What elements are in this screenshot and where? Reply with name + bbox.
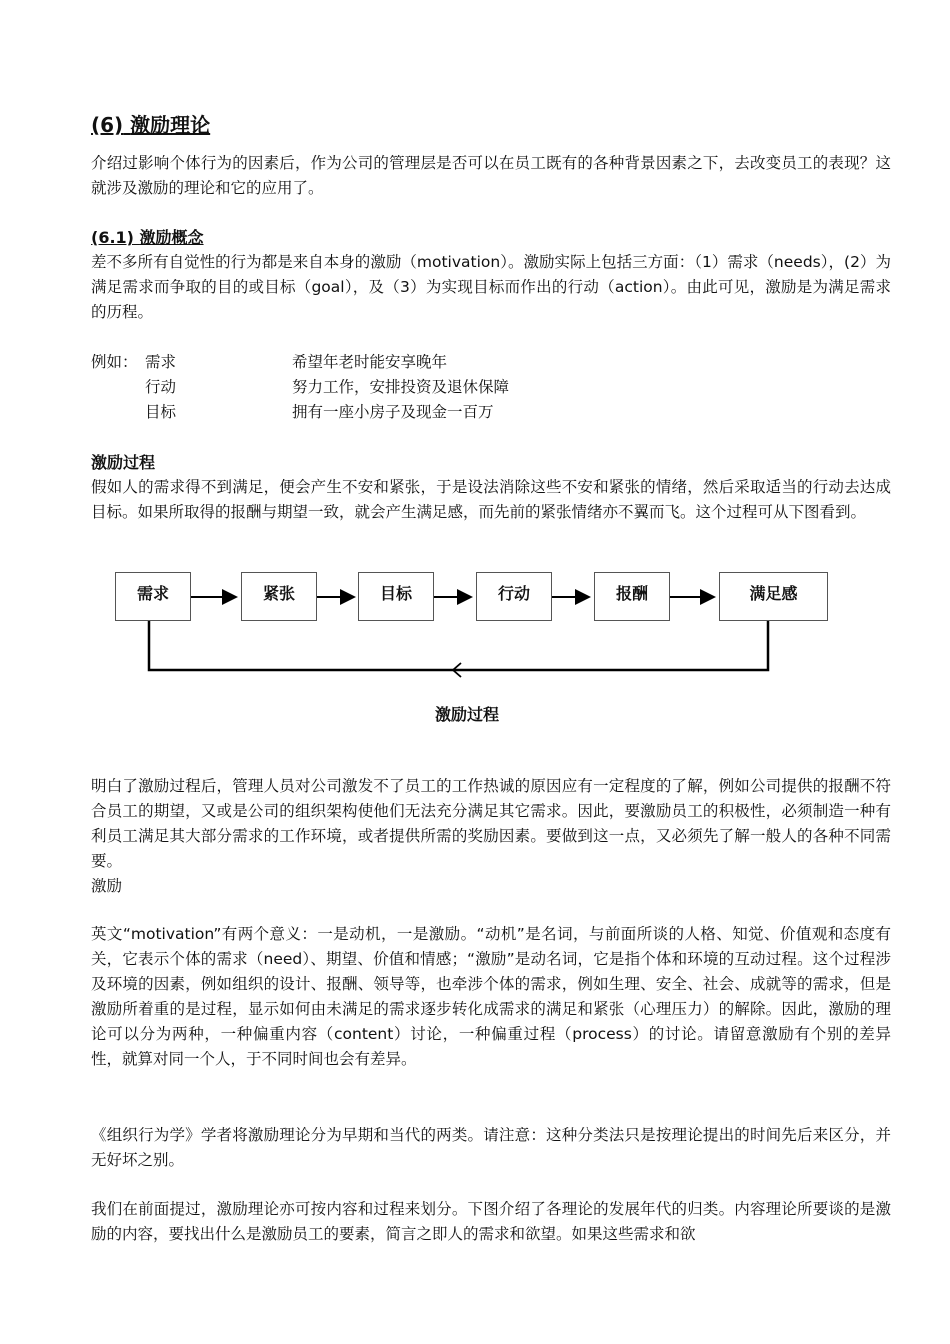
process-paragraph: 假如人的需求得不到满足，便会产生不安和紧张，于是设法消除这些不安和紧张的情绪，然后采取适当的行动去达成目标。如果所取得的报酬与期望一致，就会产生满足感，而先前的紧张情绪亦不翼而飞。这个过程可从下图看到。 xyxy=(91,478,891,521)
heading-title: 激励理论 xyxy=(130,113,211,137)
understanding-paragraph: 明白了激励过程后，管理人员对公司激发不了员工的工作热诚的原因应有一定程度的了解，例如公司提供的报酬不符合员工的期望，又或是公司的组织架构使他们无法充分满足其它需求。因此，要激励员工的积极性，必须制造一种有利员工满足其大部分需求的工作环境，或者提供所需的奖励因素。要做到这一点，又必须先了解一般人的各种不同需要。 xyxy=(91,777,891,870)
subsection-title: 激励概念 xyxy=(139,228,204,247)
process-heading: 激励过程 xyxy=(91,453,156,472)
subsection-number: (6.1) xyxy=(91,228,134,247)
example-desc-1: 希望年老时能安享晚年 xyxy=(292,353,448,371)
intro-paragraph: 介绍过影响个体行为的因素后，作为公司的管理层是否可以在员工既有的各种背景因素之下，去改变员工的表现？这就涉及激励的理论和它的应用了。 xyxy=(91,154,891,197)
diagram-box-goal: 目标 xyxy=(358,572,434,621)
motivation-meaning-paragraph: 英文“motivation”有两个意义：一是动机，一是激励。“动机”是名词，与前面所谈的人格、知觉、价值观和态度有关，它表示个体的需求（need）、期望、价值和情感；“激励”是动名词，它是指个体和环境的互动过程。这个过程涉及环境的因素，例如组织的设计、报酬、领导等，也牵涉个体的需求，例如生理、安全、社会、成就等的需求，但是激励所着重的是过程，显示如何由未满足的需求逐步转化成需求的满足和紧张（心理压力）的解除。因此，激励的理论可以分为两种，一种偏重内容（content）讨论，一种偏重过程（process）的讨论。请留意激励有个别的差异性，就算对同一个人，于不同时间也会有差异。 xyxy=(91,925,891,1068)
feedback-loop xyxy=(149,621,768,670)
diagram-box-reward: 报酬 xyxy=(594,572,670,621)
example-desc-3: 拥有一座小房子及现金一百万 xyxy=(292,403,494,421)
example-desc-2: 努力工作，安排投资及退休保障 xyxy=(292,378,510,396)
diagram-box-satisfaction: 满足感 xyxy=(719,572,828,621)
diagram-caption: 激励过程 xyxy=(434,705,499,724)
heading-number: (6) xyxy=(91,113,124,137)
concept-paragraph: 差不多所有自觉性的行为都是来自本身的激励（motivation）。激励实际上包括三方面：（1）需求（needs），(2）为满足需求而争取的目的或目标（goal），及（3）为实现目标而作出的行动（action）。由此可见，激励是为满足需求的历程。 xyxy=(91,253,891,321)
label-jili: 激励 xyxy=(91,877,123,895)
org-behavior-paragraph: 《组织行为学》学者将激励理论分为早期和当代的两类。请注意：这种分类法只是按理论提出的时间先后来区分，并无好坏之别。 xyxy=(91,1126,891,1169)
example-term-2: 行动 xyxy=(145,378,177,396)
example-term-1: 需求 xyxy=(145,353,177,371)
diagram-box-needs: 需求 xyxy=(115,572,191,621)
example-term-3: 目标 xyxy=(145,403,177,421)
example-prefix: 例如： xyxy=(91,353,138,371)
diagram-box-tension: 紧张 xyxy=(241,572,317,621)
content-theory-paragraph: 我们在前面提过，激励理论亦可按内容和过程来划分。下图介绍了各理论的发展年代的归类。内容理论所要谈的是激励的内容，要找出什么是激励员工的要素，简言之即人的需求和欲望。如果这些需求和欲 xyxy=(91,1200,891,1243)
diagram-box-action: 行动 xyxy=(476,572,552,621)
